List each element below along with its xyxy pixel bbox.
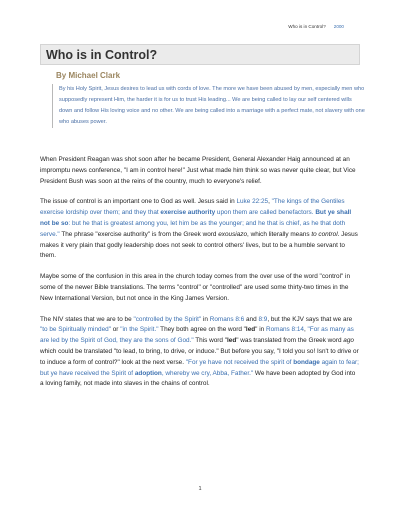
scripture-quote: "The kings of the Gentiles exercise lordship over them; and they that: [40, 198, 345, 217]
scripture-quote: : but he that is greatest among you, let him be as the younger; and he that is chief, as he that doth serve.": [40, 219, 346, 238]
scripture-quote: again to fear; but ye have received the Spirit of: [40, 358, 359, 377]
text-span: This word ": [193, 337, 228, 345]
text-span: . Jesus makes it very plain that godly leadership does not seek to control others' lives, but to be a humble servant to them.: [40, 230, 358, 260]
title-box: [40, 44, 360, 65]
paragraph-4: [40, 315, 360, 391]
running-year: 2000: [333, 24, 344, 29]
bold-word: led: [227, 337, 237, 345]
text-span: The issue of control is an important one to God as well. Jesus said in: [40, 198, 237, 206]
scripture-quote-bold: exercise authority: [160, 209, 216, 217]
scripture-quote-bold: bondage: [293, 358, 320, 366]
text-span: " in: [255, 326, 266, 334]
text-span: ,: [303, 326, 308, 334]
scripture-quote-bold: adoption: [134, 369, 162, 377]
scripture-quote: "to be Spiritually minded": [40, 326, 111, 334]
scripture-quote: , whereby we cry, Abba, Father.": [161, 369, 254, 377]
greek-word: exousiazo: [218, 230, 248, 238]
text-span: We have been adopted by God into a loving family, not made into slaves in the chains of control.: [40, 369, 356, 388]
text-span: in: [201, 315, 210, 323]
greek-word: ago: [343, 337, 354, 345]
text-span: " was translated from the Greek word: [236, 337, 344, 345]
scripture-link-romans-8-9[interactable]: 8:9: [258, 315, 268, 323]
text-span: which could be translated "to lead, to bring, to drive, or induce." But before you say, "I told you so! Isn't to drive or to induce a form of control?" look at the next verse.: [40, 347, 359, 366]
text-span: , but the KJV says that we are: [267, 315, 353, 323]
text-span: or: [110, 326, 121, 334]
paragraph-2: [40, 197, 360, 262]
text-span: The NIV states that we are to be: [40, 315, 134, 323]
text-span: They both agree on the word ": [158, 326, 246, 334]
scripture-quote: "controlled by the Spirit": [133, 315, 202, 323]
bold-word: led: [245, 326, 256, 334]
author-byline: By Michael Clark: [56, 71, 121, 80]
paragraph-3: Maybe some of the confusion in this area in the church today comes from the over use of the word "control" in some of the newer Bible translations. The terms "control" or "controlled" are used some thirty-two times in the New International Version, but not once in the King James Version.: [40, 273, 351, 302]
scripture-link-luke-22-25[interactable]: Luke 22:25: [236, 198, 269, 206]
scripture-quote: "For ye have not received the spirit of: [185, 358, 294, 366]
scripture-quote: "For as many as are led by the Spirit of God, they are the sons of God.": [40, 326, 354, 345]
scripture-link-romans-8-6[interactable]: Romans 8:6: [209, 315, 245, 323]
page-title: Who is in Control?: [46, 48, 158, 62]
text-span: , which literally means: [247, 230, 312, 238]
text-span: and: [244, 315, 259, 323]
page-number: 1: [198, 486, 202, 492]
italic-phrase: to control: [311, 230, 338, 238]
running-title: Who is in Control?: [288, 24, 326, 29]
paragraph-1: When President Reagan was shot soon after he became President, General Alexander Haig announced at an impromptu news conference, "I am in control here!" Just what made him think so was never quite clear, but Vice President Bush was soon at the reins of the country, much to everyone's relief.: [40, 156, 356, 185]
article-body: [40, 155, 360, 400]
running-header: [288, 24, 344, 29]
scripture-quote: "in the Spirit.": [120, 326, 159, 334]
scripture-quote: upon them are called benefactors.: [215, 209, 316, 217]
text-span: ,: [268, 198, 272, 206]
abstract-quote: By his Holy Spirit, Jesus desires to lead us with cords of love. The more we have been abused by men, especially men who supposedly represent Him, the harder it is for us to trust His leading... We are being called to lay our self centered wills down and follow His loving voice and no other. We are being called into a marriage with a perfect mate, not slavery with one who abuses power.: [52, 84, 365, 128]
scripture-link-romans-8-14[interactable]: Romans 8:14: [265, 326, 304, 334]
text-span: The phrase "exercise authority" is from the Greek word: [59, 230, 219, 238]
scripture-quote-bold: But ye shall not be so: [40, 209, 352, 227]
